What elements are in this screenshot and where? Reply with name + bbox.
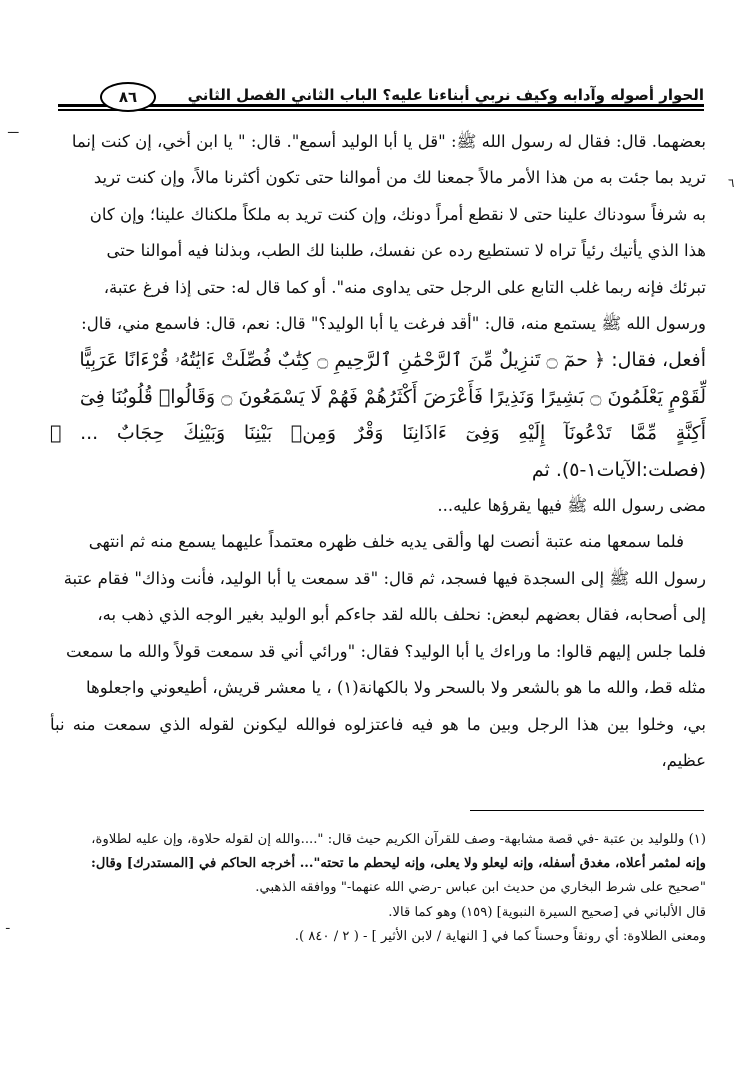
footnote-separator	[470, 810, 704, 811]
footnotes	[50, 828, 706, 949]
margin-mark-top: ـــ	[8, 122, 19, 136]
header-title: الحوار أصوله وآدابه وكيف نربي أبناءنا عليه؟ الباب الثاني الفصل الثاني	[187, 86, 704, 104]
header-rule-thin	[58, 109, 704, 111]
running-header	[52, 82, 704, 112]
body-line: مضى رسول الله ﷺ فيها يقرؤها عليه...	[437, 496, 706, 516]
margin-mark-right: ٦	[728, 176, 735, 190]
body-line: هذا الذي يأتيك رئياً تراه لا تستطيع رده عن نفسك، طلبنا لك الطب، وبذلنا فيه أموالنا حتى	[106, 241, 706, 261]
quran-verse-line: لِّقَوْمٍ يَعْلَمُونَ ۝ بَشِيرًا وَنَذِيرًا فَأَعْرَضَ أَكْثَرُهُمْ فَهُمْ لَا يَسْمَعُونَ ۝ وَقَالُوا۟ قُلُوبُنَا فِىٓ	[79, 385, 706, 408]
body-line: بي، وخلوا بين هذا الرجل وبين ما هو فيه فاعتزلوه فوالله ليكونن لقوله الذي سمعت منه نبأ عظيم،	[50, 714, 706, 770]
body-line: تريد بما جئت به من هذا الأمر مالاً جمعنا لك من أموالنا حتى تكون أكثرنا مالاً، وإن كنت تريد	[93, 168, 706, 188]
margin-mark-bottom: ـ	[6, 918, 10, 932]
header-rule-thick	[58, 104, 704, 107]
body-line: فلما جلس إليهم قالوا: ما وراءك يا أبا الوليد؟ فقال: "ورائي أني قد سمعت قولاً والله ما سمعت	[65, 641, 706, 661]
body-line: ورسول الله ﷺ يستمع منه، قال: "أقد فرغت يا أبا الوليد؟" قال: نعم، قال: فاسمع مني، قال:	[81, 314, 706, 334]
body-text	[50, 124, 706, 779]
body-line: به شرفاً سودناك علينا حتى لا نقطع أمراً دونك، وإن كنت تريد به ملكاً ملكناك علينا؛ وإن كان	[89, 204, 706, 224]
footnote-line: "صحيح على شرط البخاري من حديث ابن عباس -رضي الله عنهما-" ووافقه الذهبي.	[255, 880, 706, 896]
body-line: بعضهما. قال: فقال له رسول الله ﷺ: "قل يا أبا الوليد أسمع". قال: " يا ابن أخي، إن كنت إنما	[71, 132, 706, 151]
body-line: إلى أصحابه، فقال بعضهم لبعض: نحلف بالله لقد جاءكم أبو الوليد بغير الوجه الذي ذهب به،	[97, 605, 706, 625]
footnote-line: وإنه لمثمر أعلاه، مغدق أسفله، وإنه ليعلو ولا يعلى، وإنه ليحطم ما تحته"... أخرجه الحاكم في [المستدرك] وقال:	[91, 856, 706, 872]
body-line: رسول الله ﷺ إلى السجدة فيها فسجد، ثم قال: "قد سمعت يا أبا الوليد، فأنت وذاك" فقام عتبة	[63, 568, 706, 588]
body-line: تبرئك فإنه ربما غلب التابع على الرجل حتى يداوى منه". أو كما قال له: حتى إذا فرغ عتبة،	[103, 277, 706, 297]
quran-verse-line: أفعل، فقال: ﴿ حمٓ ۝ تَنزِيلٌ مِّنَ ٱلرَّحْمَٰنِ ٱلرَّحِيمِ ۝ كِتَٰبٌ فُصِّلَتْ ءَايَٰتُهُۥ قُرْءَانًا عَرَبِيًّا	[79, 349, 706, 372]
body-line: مثله قط، والله ما هو بالشعر ولا بالسحر ولا بالكهانة(١) ، يا معشر قريش، أطيعوني واجعلوها	[85, 678, 706, 698]
footnote-line: قال الألباني في [صحيح السيرة النبوية] (١٥٩) وهو كما قالا.	[388, 904, 706, 920]
quran-verse-line: أَكِنَّةٍ مِّمَّا تَدْعُونَآ إِلَيْهِ وَفِىٓ ءَاذَانِنَا وَقْرٌ وَمِنۢ بَيْنِنَا وَبَيْنِكَ حِجَابٌ ... ﴾ (فصلت:الآيات١-٥). ثم	[50, 422, 706, 481]
body-line: فلما سمعها منه عتبة أنصت لها وألقى يديه خلف ظهره معتمداً عليهما يسمع منه ثم انتهى	[88, 532, 684, 552]
footnote-line: (١) وللوليد بن عتبة -في قصة مشابهة- وصف للقرآن الكريم حيث قال: "....والله إن لقوله حلاوة، وإن عليه لطلاوة،	[91, 832, 706, 847]
footnote-line: ومعنى الطلاوة: أي رونقاً وحسناً كما في [ النهاية / لابن الأثير ] - ( ٢ / ٨٤٠ ).	[294, 928, 706, 944]
page-number: ٨٦	[100, 82, 156, 112]
